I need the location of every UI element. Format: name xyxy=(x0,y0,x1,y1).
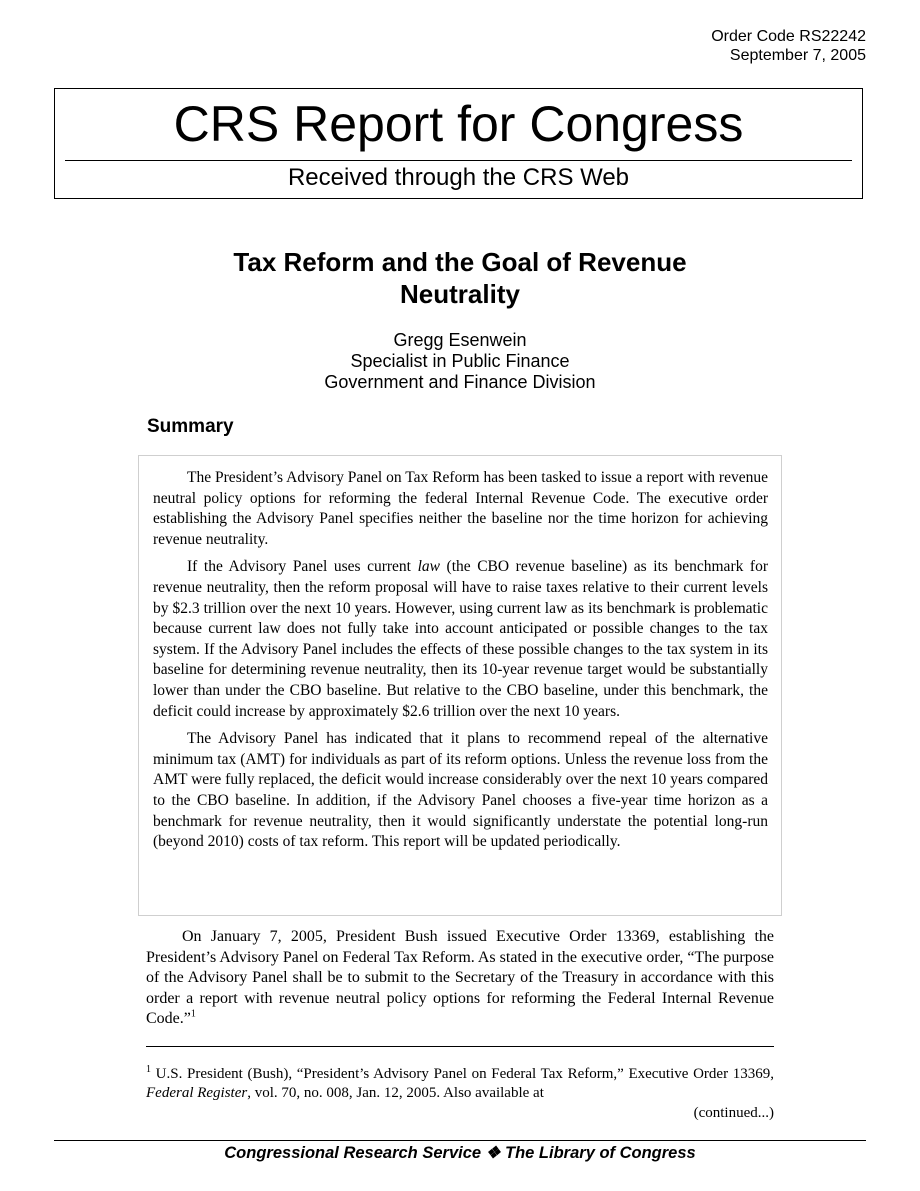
summary-p2-text-a: If the Advisory Panel uses current xyxy=(187,558,418,576)
footnote-text-a: U.S. President (Bush), “President’s Advisory Panel on Federal Tax Reform,” Executive Order 13369, xyxy=(151,1066,774,1082)
summary-paragraph-1: The President’s Advisory Panel on Tax Reform has been tasked to issue a report with revenue neutral policy options for reforming the federal Internal Revenue Code. The executive order establishing the Advisory Panel specifies neither the baseline nor the time horizon for achieving revenue neutrality. xyxy=(153,469,768,548)
continued-note: (continued...) xyxy=(693,1105,774,1121)
author-division: Government and Finance Division xyxy=(324,372,596,392)
summary-paragraph-2 xyxy=(153,557,768,722)
page-footer: Congressional Research Service ❖ The Library of Congress xyxy=(224,1144,696,1162)
report-title xyxy=(146,246,774,310)
summary-p2-italic: law xyxy=(417,558,440,576)
footer-divider xyxy=(54,1140,866,1141)
masthead-title: CRS Report for Congress xyxy=(173,96,744,152)
footnote-italic: Federal Register xyxy=(146,1085,248,1101)
order-code: Order Code RS22242 xyxy=(711,28,866,45)
masthead xyxy=(54,88,863,199)
report-title-line1: Tax Reform and the Goal of Revenue xyxy=(233,247,687,277)
order-info xyxy=(711,27,866,65)
footnote-ref-1[interactable]: 1 xyxy=(190,1009,196,1021)
footnote-marker: 1 xyxy=(146,1064,151,1075)
author-position: Specialist in Public Finance xyxy=(350,351,570,371)
body-paragraph-1 xyxy=(146,927,774,1030)
report-title-line2: Neutrality xyxy=(400,279,520,309)
footnote-divider xyxy=(146,1046,774,1047)
author-block xyxy=(146,330,774,393)
footnote-1 xyxy=(146,1065,774,1103)
author-name: Gregg Esenwein xyxy=(393,330,527,350)
summary-p2-text-b: (the CBO revenue baseline) as its benchmark for revenue neutrality, then the reform proposal will have to raise taxes relative to their current levels by $2.3 trillion over the next 10 years. However, using current law as its benchmark is problematic because current law does not fully take into account anticipated or possible changes to the tax system. If the Advisory Panel includes the effects of these possible changes to the tax system in its baseline for determining revenue neutrality, then its 10-year revenue target would be substantially lower than under the CBO baseline. But relative to the CBO baseline, under this benchmark, the deficit could increase by approximately $2.6 trillion over the next 10 years. xyxy=(153,558,768,720)
masthead-divider xyxy=(65,160,852,161)
masthead-subtitle: Received through the CRS Web xyxy=(287,164,630,191)
report-date: September 7, 2005 xyxy=(729,47,866,64)
body-p1-text: On January 7, 2005, President Bush issued Executive Order 13369, establishing the President’s Advisory Panel on Federal Tax Reform. As stated in the executive order, “The purpose of the Advisory Panel shall be to submit to the Secretary of the Treasury in accordance with this order a report with revenue neutral policy options for reforming the Federal Internal Revenue Code.” xyxy=(146,928,775,1028)
footnote-text-b: , vol. 70, no. 008, Jan. 12, 2005. Also available at xyxy=(247,1085,544,1101)
summary-box xyxy=(138,455,782,916)
summary-paragraph-3: The Advisory Panel has indicated that it plans to recommend repeal of the alternative minimum tax (AMT) for individuals as part of its reform options. Unless the revenue loss from the AMT were fully replaced, the deficit would increase considerably over the next 10 years compared to the CBO baseline. In addition, if the Advisory Panel chooses a five-year time horizon as a benchmark for revenue neutrality, then it would significantly understate the potential long-run (beyond 2010) costs of tax reform. This report will be updated periodically. xyxy=(153,730,768,851)
summary-heading: Summary xyxy=(147,416,234,437)
